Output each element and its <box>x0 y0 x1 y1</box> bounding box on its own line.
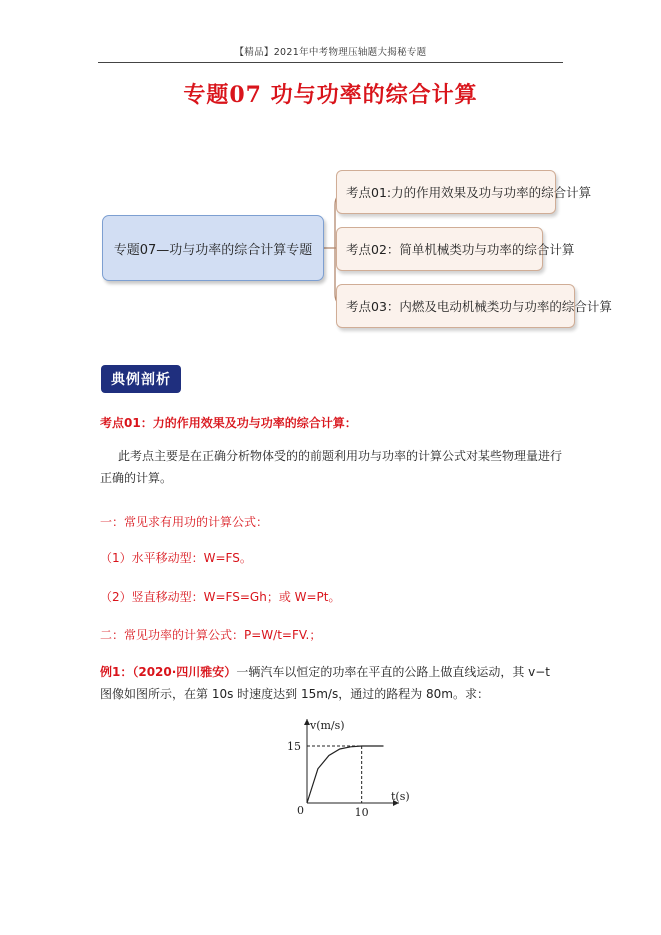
formula-horizontal: （1）水平移动型：W=FS。 <box>100 551 252 565</box>
mindmap-branch-1: 考点01:力的作用效果及功与功率的综合计算 <box>336 170 556 214</box>
y-tick-label: 15 <box>287 740 301 753</box>
example-1 <box>100 661 562 705</box>
intro-text: 此考点主要是在正确分析物体受的的前题利用功与功率的计算公式对某些物理量进行正确的计算。 <box>100 449 563 485</box>
velocity-curve <box>307 746 384 803</box>
formula-vertical: （2）竖直移动型：W=FS=Gh；或 W=Pt。 <box>100 590 341 604</box>
example-label: 例1：（2020·四川雅安） <box>100 665 237 679</box>
x-axis-label: t(s) <box>391 790 410 803</box>
vt-chart <box>275 717 410 827</box>
example-text: 一辆汽车以恒定的功率在平直的公路上做直线运动，其 v−t 图像如图所示，在第 10s 时速度达到 15m/s，通过的路程为 80m。求： <box>100 665 550 701</box>
kp01-heading: 考点01：力的作用效果及功与功率的综合计算： <box>100 416 357 430</box>
mindmap-branch-2: 考点02：简单机械类功与功率的综合计算 <box>336 227 543 271</box>
formula-heading-2: 二：常见功率的计算公式：P=W/t=FV.； <box>100 628 322 642</box>
intro-paragraph <box>100 445 562 489</box>
page-title: 专题07 功与功率的综合计算 <box>183 82 478 108</box>
page-header: 【精品】2021年中考物理压轴题大揭秘专题 <box>234 47 427 58</box>
header-rule <box>98 62 563 63</box>
formula-heading-1: 一：常见求有用功的计算公式： <box>100 515 269 529</box>
origin-label: 0 <box>297 804 304 817</box>
mindmap-branch-3: 考点03：内燃及电动机械类功与功率的综合计算 <box>336 284 575 328</box>
mindmap-main-node: 专题07—功与功率的综合计算专题 <box>102 215 324 281</box>
section-badge: 典例剖析 <box>101 365 181 393</box>
y-axis-label: v(m/s) <box>310 719 345 732</box>
x-tick-label: 10 <box>354 806 369 819</box>
